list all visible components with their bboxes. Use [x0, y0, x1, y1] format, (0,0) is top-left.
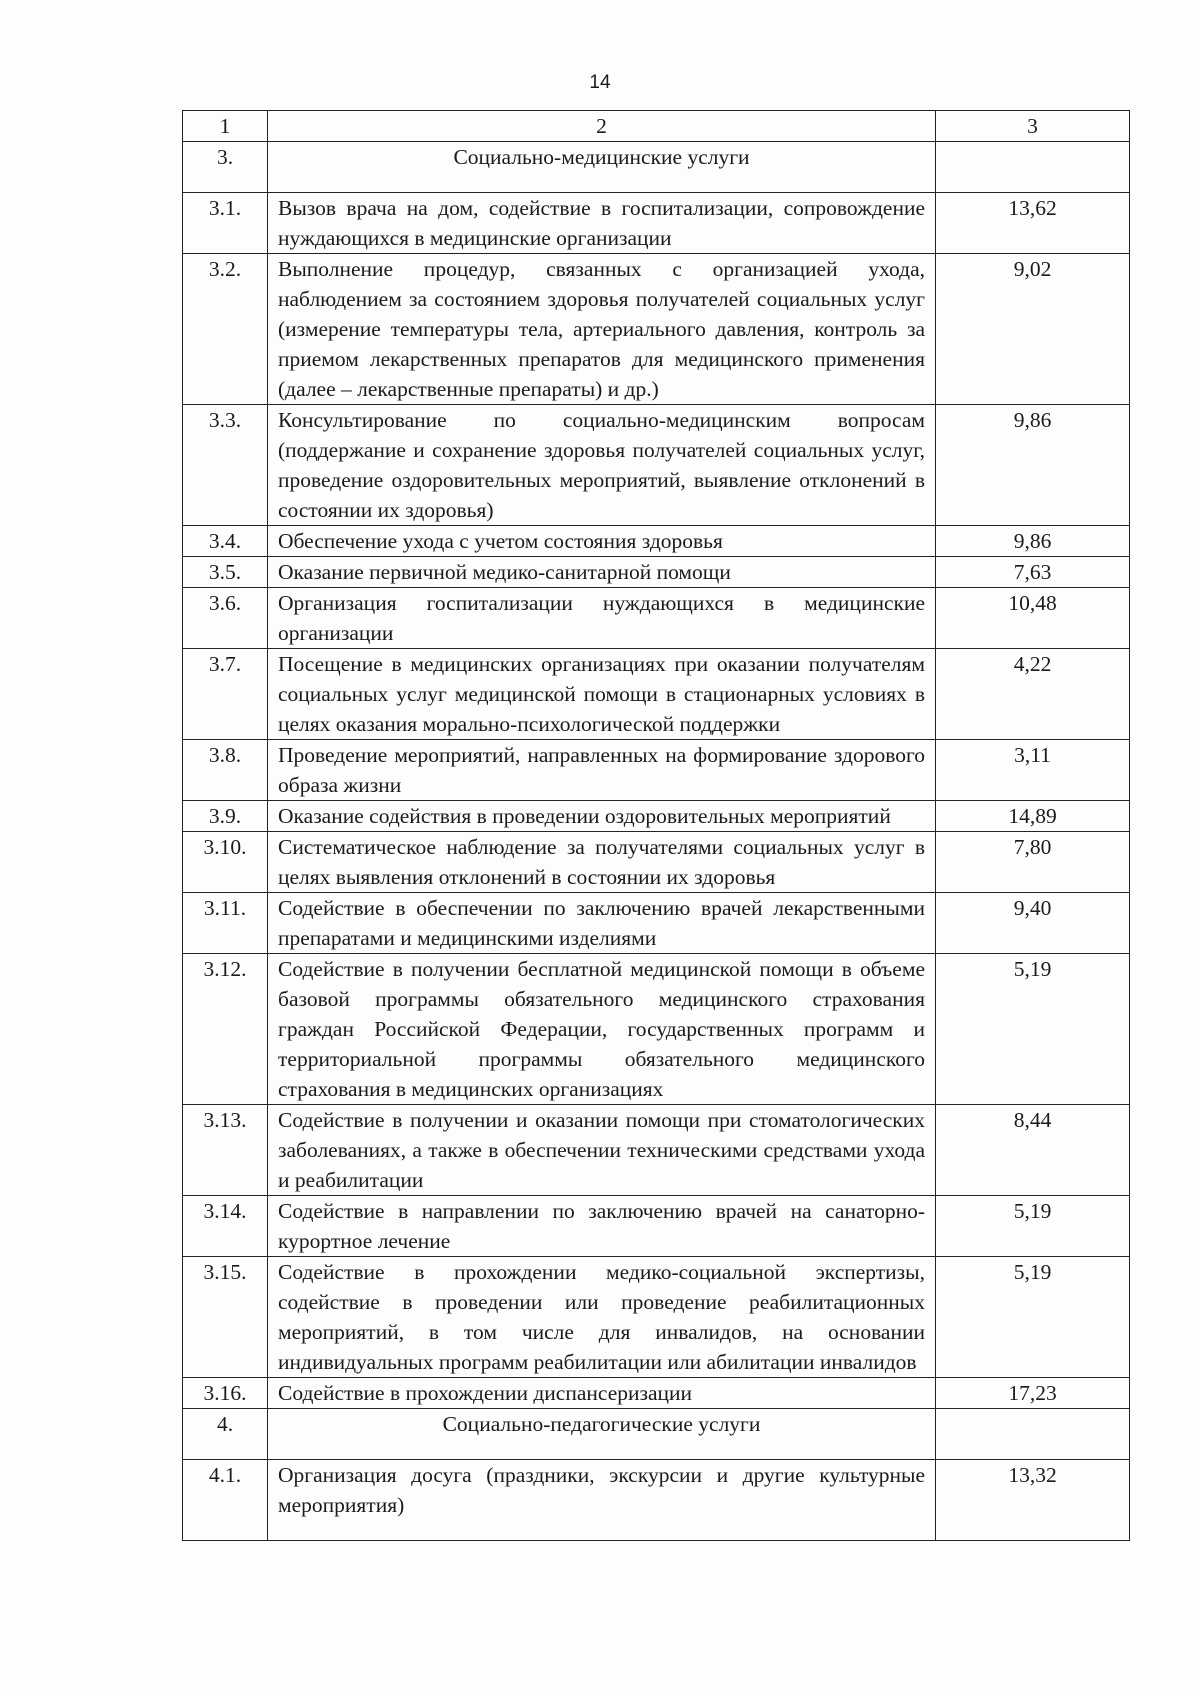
row-number: 3.11. [183, 893, 268, 954]
table-row [183, 649, 1130, 740]
section-title: Социально-педагогические услуги [268, 1409, 936, 1460]
tariff-value: 9,02 [936, 254, 1130, 405]
service-description: Содействие в обеспечении по заключению врачей лекарственными препаратами и медицинскими изделиями [268, 893, 936, 954]
row-number: 3.3. [183, 405, 268, 526]
tariff-value: 9,86 [936, 526, 1130, 557]
tariff-value: 9,86 [936, 405, 1130, 526]
tariff-value: 7,80 [936, 832, 1130, 893]
row-number: 3.9. [183, 801, 268, 832]
row-number: 3.6. [183, 588, 268, 649]
tariff-value: 5,19 [936, 1196, 1130, 1257]
row-number: 3.1. [183, 193, 268, 254]
service-description: Консультирование по социально-медицинским вопросам (поддержание и сохранение здоровья получателей социальных услуг, проведение оздоровительных мероприятий, выявление отклонений в состоянии их здоровья) [268, 405, 936, 526]
service-description: Вызов врача на дом, содействие в госпитализации, сопровождение нуждающихся в медицинские организации [268, 193, 936, 254]
service-description: Обеспечение ухода с учетом состояния здоровья [268, 526, 936, 557]
service-description: Организация госпитализации нуждающихся в медицинские организации [268, 588, 936, 649]
section-row [183, 142, 1130, 193]
service-description: Систематическое наблюдение за получателями социальных услуг в целях выявления отклонений в состоянии их здоровья [268, 832, 936, 893]
row-number: 3. [183, 142, 268, 193]
row-number: 4. [183, 1409, 268, 1460]
service-description: Организация досуга (праздники, экскурсии и другие культурные мероприятия) [268, 1460, 936, 1541]
row-number: 3.15. [183, 1257, 268, 1378]
row-number: 3.5. [183, 557, 268, 588]
tariff-value: 8,44 [936, 1105, 1130, 1196]
page-number: 14 [589, 72, 611, 93]
tariff-value: 13,62 [936, 193, 1130, 254]
table-row [183, 193, 1130, 254]
table-row [183, 1378, 1130, 1409]
row-number: 3.7. [183, 649, 268, 740]
row-number: 3.12. [183, 954, 268, 1105]
tariff-value: 13,32 [936, 1460, 1130, 1541]
table-header-row [183, 111, 1130, 142]
tariff-value: 5,19 [936, 1257, 1130, 1378]
tariff-value [936, 142, 1130, 193]
tariff-value: 9,40 [936, 893, 1130, 954]
row-number: 3.16. [183, 1378, 268, 1409]
table-row [183, 1196, 1130, 1257]
table-row [183, 405, 1130, 526]
tariff-table [182, 110, 1130, 1541]
row-number: 3.8. [183, 740, 268, 801]
tariff-value: 7,63 [936, 557, 1130, 588]
service-description: Содействие в направлении по заключению врачей на санаторно-курортное лечение [268, 1196, 936, 1257]
service-description: Содействие в прохождении медико-социальной экспертизы, содействие в проведении или проведение реабилитационных мероприятий, в том числе для инвалидов, на основании индивидуальных программ реабилитации или абилитации инвалидов [268, 1257, 936, 1378]
tariff-value: 14,89 [936, 801, 1130, 832]
tariff-value: 4,22 [936, 649, 1130, 740]
row-number: 3.2. [183, 254, 268, 405]
section-title: Социально-медицинские услуги [268, 142, 936, 193]
service-description: Оказание первичной медико-санитарной помощи [268, 557, 936, 588]
section-row [183, 1409, 1130, 1460]
row-number: 3.14. [183, 1196, 268, 1257]
row-number: 3.10. [183, 832, 268, 893]
table-row [183, 588, 1130, 649]
service-description: Посещение в медицинских организациях при оказании получателям социальных услуг медицинской помощи в стационарных условиях в целях оказания морально-психологической поддержки [268, 649, 936, 740]
tariff-value: 5,19 [936, 954, 1130, 1105]
table-row [183, 893, 1130, 954]
service-description: Содействие в получении бесплатной медицинской помощи в объеме базовой программы обязательного медицинского страхования граждан Российской Федерации, государственных программ и территориальной программы обязательного медицинского страхования в медицинских организациях [268, 954, 936, 1105]
tariff-value: 10,48 [936, 588, 1130, 649]
table-row [183, 954, 1130, 1105]
table-row [183, 526, 1130, 557]
table-row [183, 254, 1130, 405]
service-description: Проведение мероприятий, направленных на формирование здорового образа жизни [268, 740, 936, 801]
table-row [183, 1257, 1130, 1378]
service-description: Содействие в прохождении диспансеризации [268, 1378, 936, 1409]
table-row [183, 1105, 1130, 1196]
table-row [183, 740, 1130, 801]
header-col-1: 1 [183, 111, 268, 142]
table-row [183, 801, 1130, 832]
tariff-value [936, 1409, 1130, 1460]
header-col-2: 2 [268, 111, 936, 142]
row-number: 3.4. [183, 526, 268, 557]
table-row [183, 557, 1130, 588]
table-row [183, 832, 1130, 893]
table-row [183, 1460, 1130, 1541]
row-number: 3.13. [183, 1105, 268, 1196]
row-number: 4.1. [183, 1460, 268, 1541]
service-description: Содействие в получении и оказании помощи при стоматологических заболеваниях, а также в обеспечении техническими средствами ухода и реабилитации [268, 1105, 936, 1196]
tariff-value: 17,23 [936, 1378, 1130, 1409]
header-col-3: 3 [936, 111, 1130, 142]
tariff-value: 3,11 [936, 740, 1130, 801]
service-description: Оказание содействия в проведении оздоровительных мероприятий [268, 801, 936, 832]
service-description: Выполнение процедур, связанных с организацией ухода, наблюдением за состоянием здоровья получателей социальных услуг (измерение температуры тела, артериального давления, контроль за приемом лекарственных препаратов для медицинского применения (далее – лекарственные препараты) и др.) [268, 254, 936, 405]
